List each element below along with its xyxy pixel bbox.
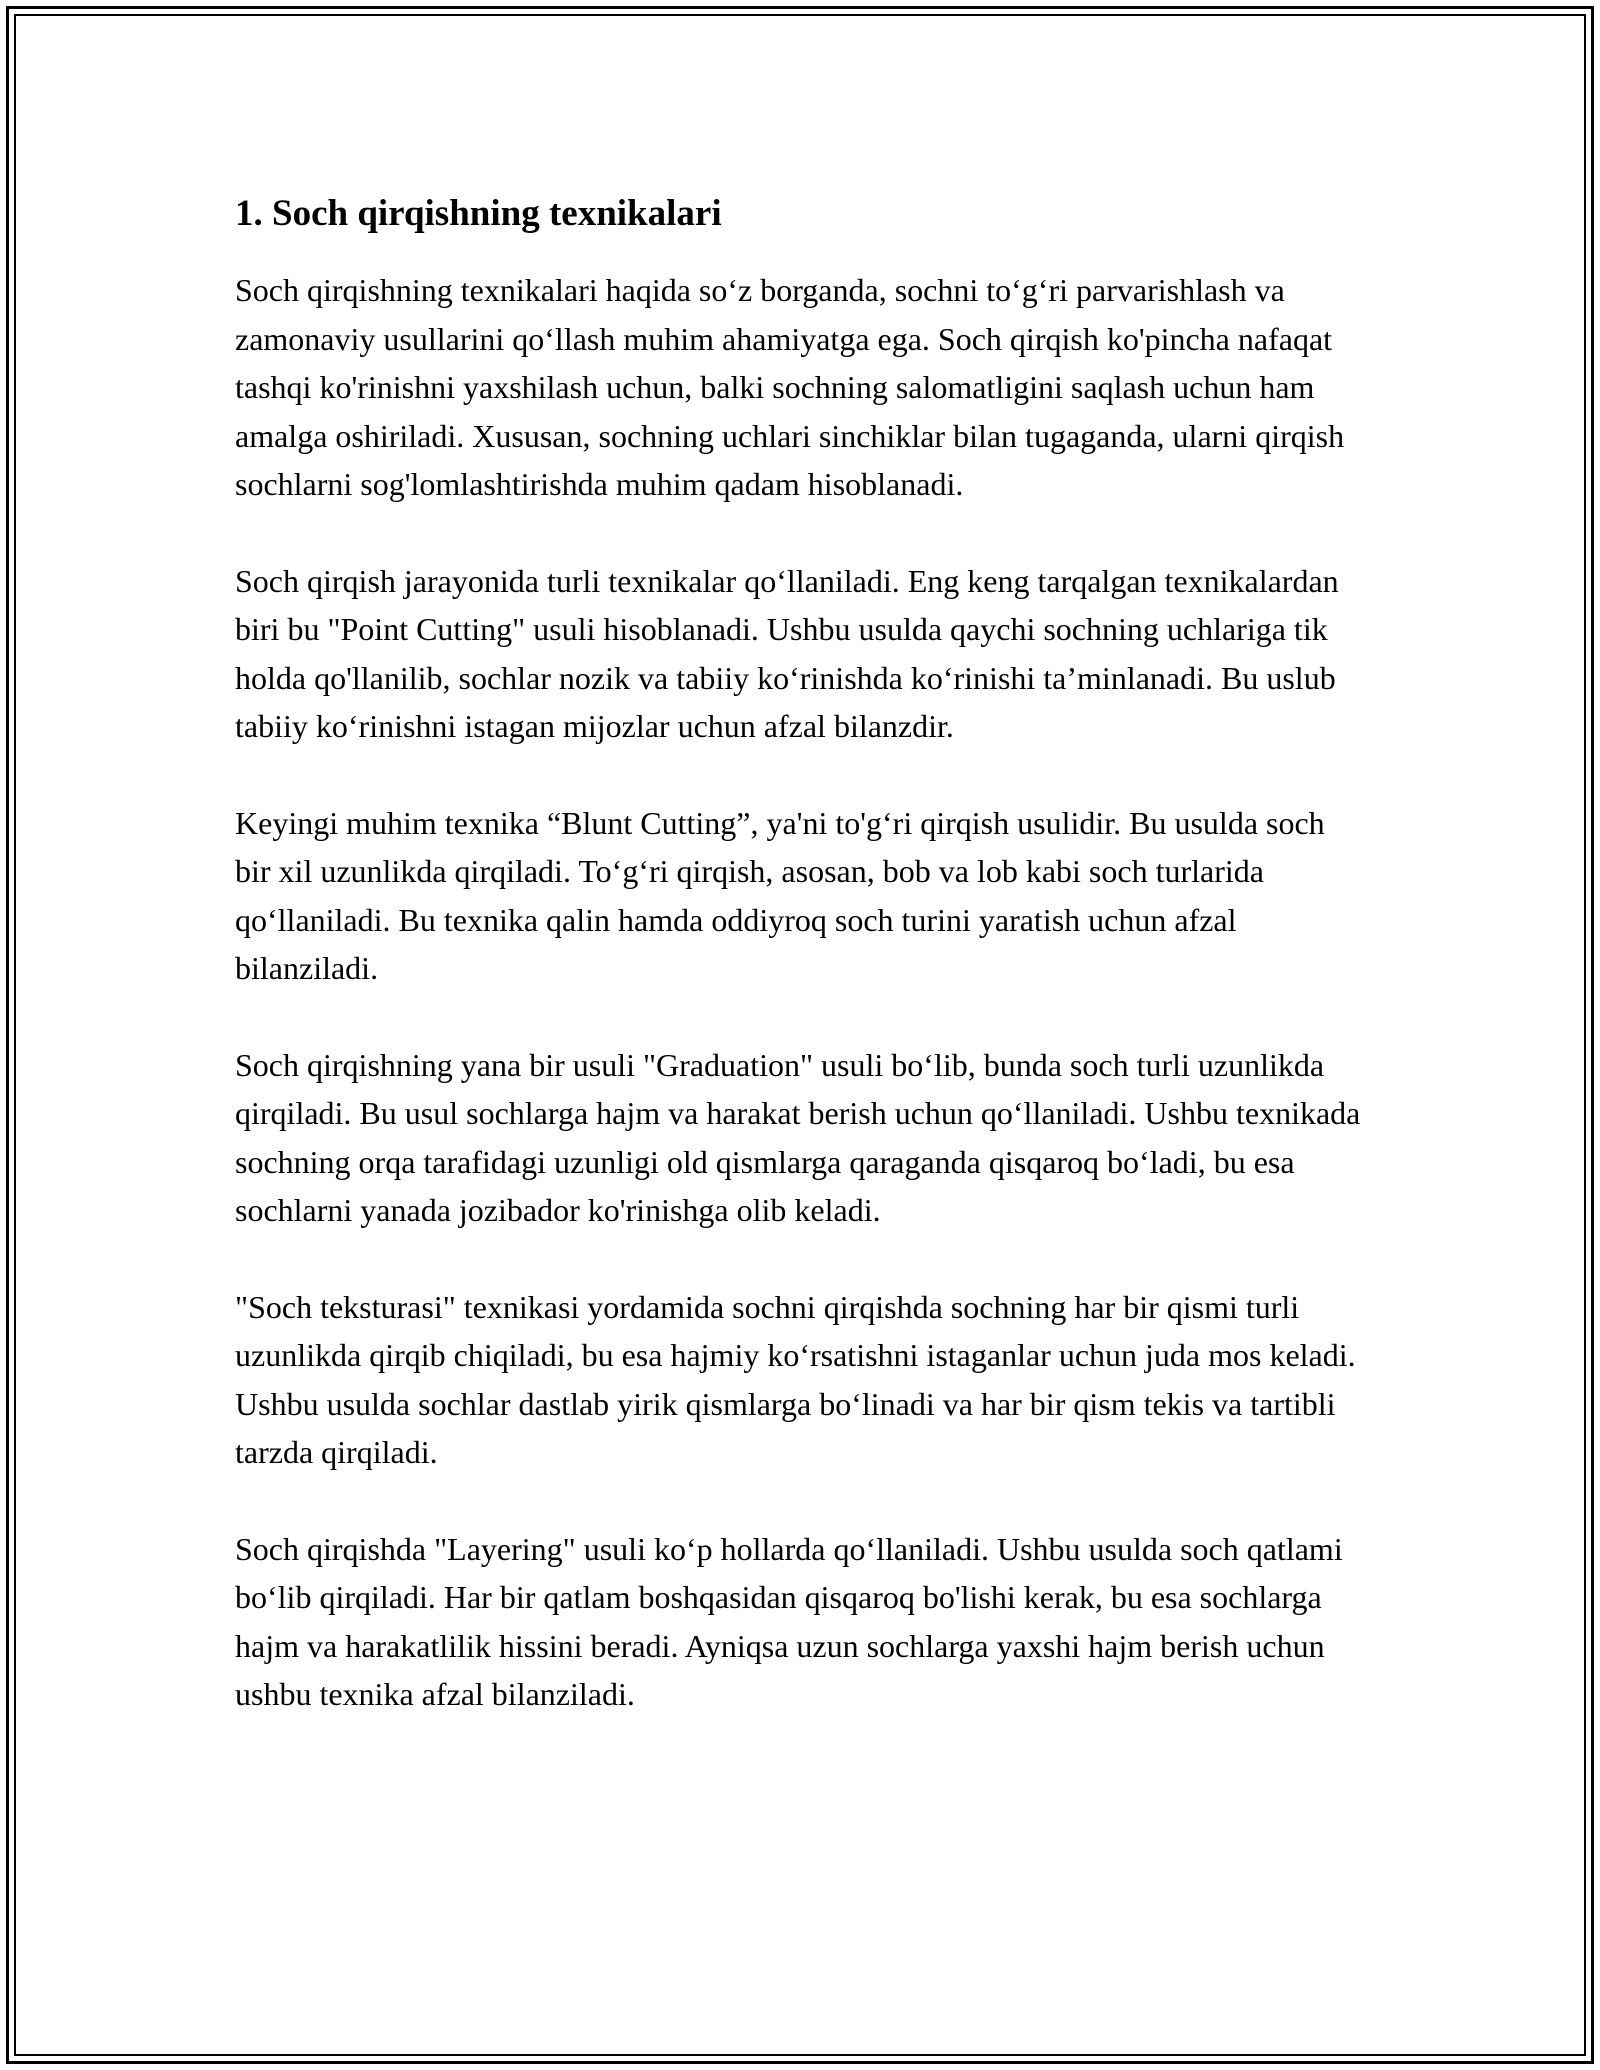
paragraph-point-cutting: Soch qirqish jarayonida turli texnikalar qo‘llaniladi. Eng keng tarqalgan texnikalardan biri bu "Point Cutting" usuli hisoblanadi. Ushbu usulda qaychi sochning uchlariga tik holda qo'llanilib, sochlar nozik va tabiiy ko‘rinishda ko‘rinishi ta’minlanadi. Bu uslub tabiiy ko‘rinishni istagan mijozlar uchun afzal bilanzdir. bbox=[235, 562, 1339, 744]
paragraph-blunt-cutting: Keyingi muhim texnika “Blunt Cutting”, ya'ni to'g‘ri qirqish usulidir. Bu usulda soch bir xil uzunlikda qirqiladi. To‘g‘ri qirqish, asosan, bob va lob kabi soch turlarida qo‘llaniladi. Bu texnika qalin hamda oddiyroq soch turini yaratish uchun afzal bilanziladi. bbox=[235, 804, 1325, 986]
paragraph-graduation: Soch qirqishning yana bir usuli "Graduation" usuli bo‘lib, bunda soch turli uzunlikda qirqiladi. Bu usul sochlarga hajm va harakat berish uchun qo‘llaniladi. Ushbu texnikada sochning orqa tarafidagi uzunligi old qismlarga qaraganda qisqaroq bo‘ladi, bu esa sochlarni yanada jozibador ko'rinishga olib keladi. bbox=[235, 1046, 1361, 1228]
paragraph-layering: Soch qirqishda "Layering" usuli ko‘p hollarda qo‘llaniladi. Ushbu usulda soch qatlami bo‘lib qirqiladi. Har bir qatlam boshqasidan qisqaroq bo'lishi kerak, bu esa sochlarga hajm va harakatlilik hissini beradi. Ayniqsa uzun sochlarga yaxshi hajm berish uchun ushbu texnika afzal bilanziladi. bbox=[235, 1530, 1343, 1712]
section-heading: 1. Soch qirqishning texnikalari bbox=[235, 193, 722, 234]
document-body bbox=[235, 186, 1365, 1719]
paragraph-texture: "Soch teksturasi" texnikasi yordamida sochni qirqishda sochning har bir qismi turli uzunlikda qirqib chiqiladi, bu esa hajmiy ko‘rsatishni istaganlar uchun juda mos keladi. Ushbu usulda sochlar dastlab yirik qismlarga bo‘linadi va har bir qism tekis va tartibli tarzda qirqiladi. bbox=[235, 1288, 1356, 1470]
paragraph-intro: Soch qirqishning texnikalari haqida so‘z borganda, sochni to‘g‘ri parvarishlash va zamonaviy usullarini qo‘llash muhim ahamiyatga ega. Soch qirqish ko'pincha nafaqat tashqi ko'rinishni yaxshilash uchun, balki sochning salomatligini saqlash uchun ham amalga oshiriladi. Xususan, sochning uchlari sinchiklar bilan tugaganda, ularni qirqish sochlarni sog'lomlashtirishda muhim qadam hisoblanadi. bbox=[235, 272, 1345, 502]
